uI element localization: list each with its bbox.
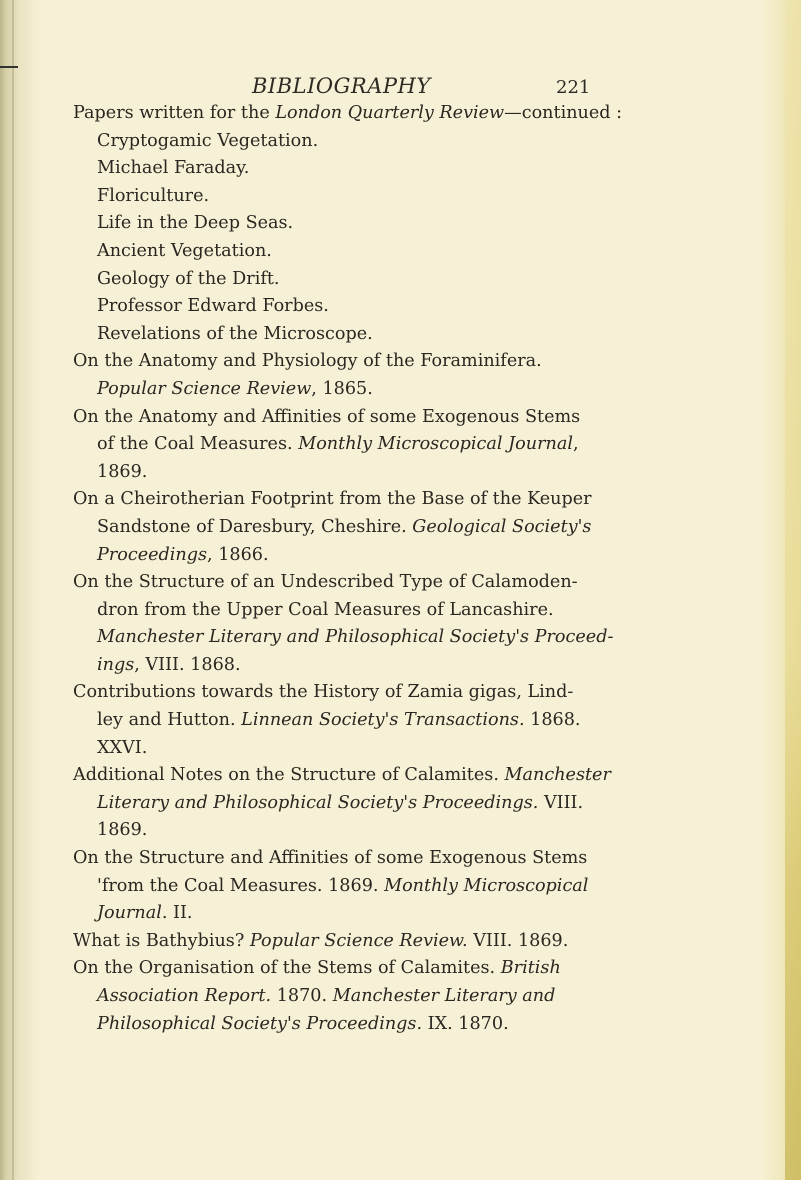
page-number: 221 <box>556 77 591 98</box>
text-line: 1869. <box>97 461 148 482</box>
text-line: Life in the Deep Seas. <box>97 213 294 234</box>
text-line: On the Anatomy and Affinities of some Exogenous Stems <box>73 406 581 427</box>
text-line: Cryptogamic Vegetation. <box>97 130 319 151</box>
text-line: Papers written for the London Quarterly Review—continued : <box>73 103 623 123</box>
text-line: Popular Science Review, 1865. <box>97 378 373 399</box>
binding-line <box>12 0 14 1180</box>
text-line: On the Anatomy and Physiology of the Foraminifera. <box>73 351 542 372</box>
text-line: Contributions towards the History of Zamia gigas, Lind- <box>73 682 574 703</box>
text-line: ings, VIII. 1868. <box>97 654 241 675</box>
text-line: Floriculture. <box>97 185 210 206</box>
text-line: Professor Edward Forbes. <box>97 296 329 317</box>
text-line: On the Structure and Affinities of some Exogenous Stems <box>73 848 588 869</box>
text-line: On a Cheirotherian Footprint from the Base of the Keuper <box>73 489 592 510</box>
page-edge-discoloration <box>785 0 801 1180</box>
text-line: Revelations of the Microscope. <box>97 323 373 344</box>
text-line: Manchester Literary and Philosophical Society's Proceed- <box>97 627 614 648</box>
running-title: BIBLIOGRAPHY <box>252 74 431 98</box>
text-line: Philosophical Society's Proceedings. IX. 1870. <box>97 1013 509 1034</box>
top-left-rule <box>0 0 18 68</box>
text-line: XXVI. <box>97 737 148 758</box>
page-binding-shadow <box>0 0 34 1180</box>
text-line: dron from the Upper Coal Measures of Lancashire. <box>97 599 554 620</box>
text-line: Association Report. 1870. Manchester Literary and <box>97 986 556 1006</box>
text-line: Journal. II. <box>97 903 193 924</box>
text-line: of the Coal Measures. Monthly Microscopical Journal, <box>97 434 579 455</box>
text-line: On the Structure of an Undescribed Type of Calamoden- <box>73 572 578 593</box>
text-line: Literary and Philosophical Society's Proceedings. VIII. <box>97 792 584 813</box>
text-line: Sandstone of Daresbury, Cheshire. Geological Society's <box>97 516 592 537</box>
text-line: ley and Hutton. Linnean Society's Transactions. 1868. <box>97 710 581 731</box>
text-line: Ancient Vegetation. <box>97 240 272 261</box>
text-line: Additional Notes on the Structure of Calamites. Manchester <box>73 765 611 786</box>
text-line: On the Organisation of the Stems of Calamites. British <box>73 958 561 979</box>
text-line: What is Bathybius? Popular Science Review. VIII. 1869. <box>73 930 569 951</box>
bibliography-text <box>73 100 633 1038</box>
text-line: 1869. <box>97 820 148 841</box>
text-line: Proceedings, 1866. <box>97 544 269 565</box>
text-line: Michael Faraday. <box>97 158 250 179</box>
text-line: 'from the Coal Measures. 1869. Monthly Microscopical <box>97 875 589 896</box>
text-line: Geology of the Drift. <box>97 268 280 289</box>
